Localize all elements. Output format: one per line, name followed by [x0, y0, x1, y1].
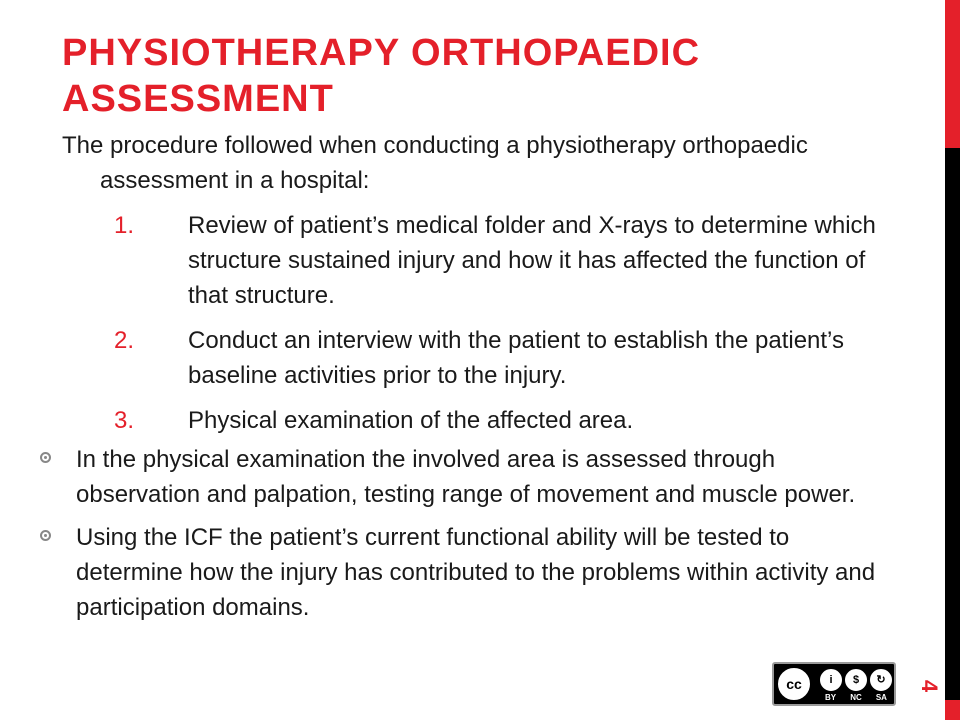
- noncommercial-icon: $: [843, 667, 869, 693]
- examination-bullets: [40, 442, 902, 625]
- circle-bullet-icon: [40, 452, 51, 463]
- step-number: 2.: [114, 327, 135, 354]
- procedure-step: [62, 403, 902, 438]
- bullet-item: [40, 520, 902, 625]
- circle-bullet-icon: [40, 530, 51, 541]
- procedure-step: [62, 208, 902, 313]
- slide-content: [62, 128, 902, 633]
- step-text: Conduct an interview with the patient to establish the patient’s baseline activities prior to the injury.: [188, 327, 844, 389]
- procedure-steps: [62, 208, 902, 438]
- side-accent-bottom: [945, 700, 960, 720]
- procedure-step: [62, 323, 902, 393]
- license-labels: [818, 693, 894, 703]
- step-text: Review of patient’s medical folder and X-rays to determine which structure sustained injury and how it has affected the function of that structure.: [188, 212, 876, 309]
- bullet-text: Using the ICF the patient’s current functional ability will be tested to determine how the injury has contributed to the problems within activity and participation domains.: [76, 524, 876, 621]
- intro-text: The procedure followed when conducting a physiotherapy orthopaedic assessment in a hospital:: [62, 132, 808, 194]
- cc-logo-icon: cc: [776, 666, 812, 702]
- side-accent-top: [945, 0, 960, 148]
- license-sa-label: SA: [875, 693, 887, 702]
- step-number: 3.: [114, 407, 135, 434]
- slide-title: PHYSIOTHERAPY ORTHOPAEDIC ASSESSMENT: [62, 32, 701, 120]
- creative-commons-license-badge[interactable]: [772, 662, 896, 706]
- bullet-text: In the physical examination the involved area is assessed through observation and palpation, testing range of movement and muscle power.: [76, 446, 856, 508]
- step-text: Physical examination of the affected area.: [188, 407, 634, 434]
- sharealike-icon: ↻: [868, 667, 894, 693]
- attribution-icon: i: [818, 667, 844, 693]
- slide-number: 4: [917, 679, 942, 693]
- license-by-label: BY: [825, 693, 837, 702]
- license-nc-label: NC: [850, 693, 862, 702]
- bullet-item: [40, 442, 902, 512]
- step-number: 1.: [114, 212, 135, 239]
